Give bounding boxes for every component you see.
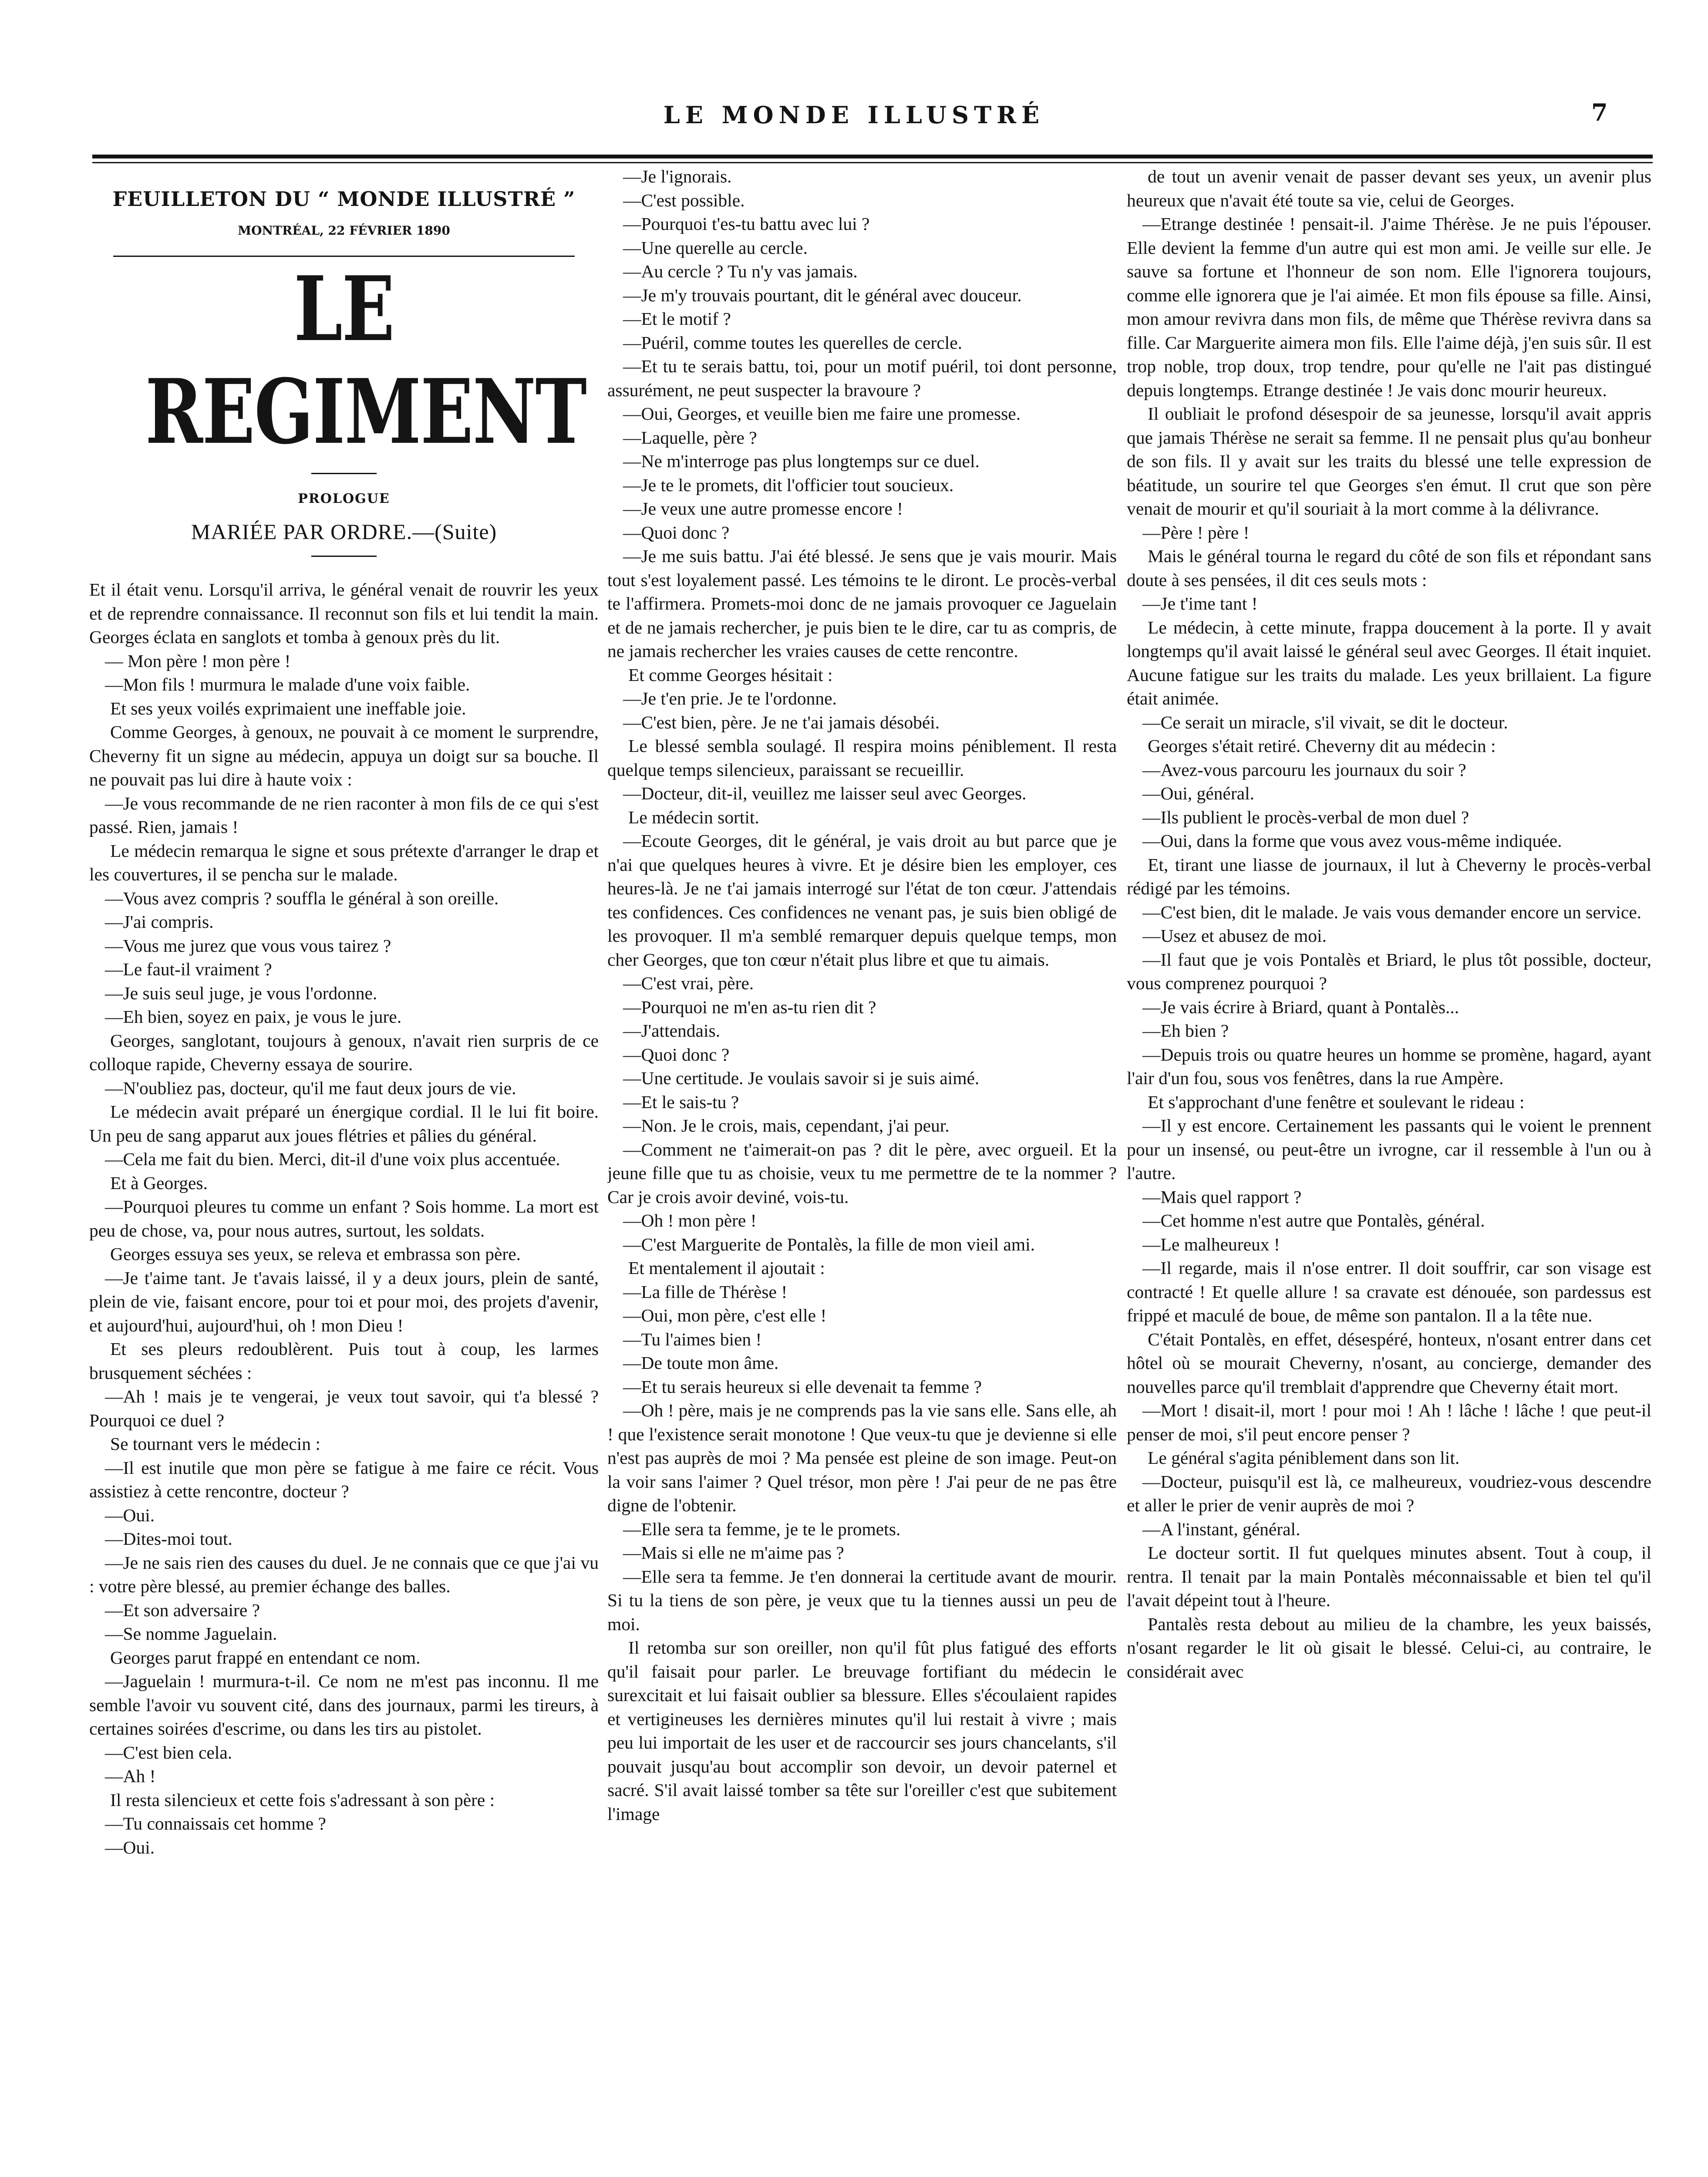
paragraph: Et ses yeux voilés exprimaient une ineffable joie. <box>110 698 466 718</box>
paragraph: Pantalès resta debout au milieu de la chambre, les yeux baissés, n'osant regarder le lit où gisait le blessé. Celui-ci, au contraire, le considérait avec <box>1127 1614 1651 1682</box>
paragraph: —De toute mon âme. <box>623 1353 779 1373</box>
paragraph: Le médecin avait préparé un énergique cordial. Il le lui fit boire. Un peu de sang apparut aux joues flétries et pâlies du général. <box>89 1102 599 1146</box>
paragraph: —C'est bien, père. Je ne t'ai jamais désobéi. <box>623 712 940 732</box>
paragraph: —C'est Marguerite de Pontalès, la fille de mon vieil ami. <box>623 1234 1035 1254</box>
paragraph: —Tu connaissais cet homme ? <box>105 1813 326 1833</box>
paragraph: Mais le général tourna le regard du côté de son fils et répondant sans doute à ses pensées, il dit ces seuls mots : <box>1127 546 1651 590</box>
paragraph: —Je ne sais rien des causes du duel. Je ne connais que ce que j'ai vu : votre père blessé, au premier échange des balles. <box>89 1552 599 1596</box>
paragraph: —Je vais écrire à Briard, quant à Pontalès... <box>1142 997 1459 1017</box>
paragraph: Et s'approchant d'une fenêtre et soulevant le rideau : <box>1148 1092 1525 1112</box>
paragraph: —Cet homme n'est autre que Pontalès, général. <box>1142 1210 1485 1230</box>
paragraph: Le médecin remarqua le signe et sous prétexte d'arranger le drap et les couvertures, il se pencha sur le malade. <box>89 840 599 884</box>
paragraph: Georges s'était retiré. Cheverny dit au médecin : <box>1148 736 1496 756</box>
paragraph: Il oubliait le profond désespoir de sa jeunesse, lorsqu'il avait appris que jamais Thérèse ne serait sa femme. Il ne pensait plus qu'au bonheur de son fils. Il y avait sur les traits du blessé une telle expression de béatitude, un sourire tel que Georges s'en émut. Il crut que son père venait de mourir et qu'il souriait à la mort comme à la délivrance. <box>1127 404 1651 519</box>
paragraph: —Et le sais-tu ? <box>623 1092 739 1112</box>
paragraph: —Et tu serais heureux si elle devenait ta femme ? <box>623 1376 982 1397</box>
paragraph: —Mais quel rapport ? <box>1142 1186 1302 1207</box>
story-title: LE REGIMENT <box>145 257 586 464</box>
paragraph: Il resta silencieux et cette fois s'adressant à son père : <box>110 1789 495 1810</box>
paragraph: —Au cercle ? Tu n'y vas jamais. <box>623 261 858 281</box>
paragraph: Et à Georges. <box>110 1173 208 1193</box>
paragraph: —Le malheureux ! <box>1142 1234 1280 1254</box>
column-2 <box>607 165 1117 2177</box>
paragraph: —Oui. <box>105 1837 155 1857</box>
paragraph: —Je vous recommande de ne rien raconter à mon fils de ce qui s'est passé. Rien, jamais ! <box>89 793 599 837</box>
paragraph: —Se nomme Jaguelain. <box>105 1624 277 1644</box>
paragraph: —Vous me jurez que vous vous tairez ? <box>105 935 391 956</box>
paragraph: —Pourquoi pleures tu comme un enfant ? Sois homme. La mort est peu de chose, va, pour nous autres, surtout, les soldats. <box>89 1196 599 1240</box>
paragraph: —Mon fils ! murmura le malade d'une voix faible. <box>105 674 470 694</box>
paragraph: C'était Pontalès, en effet, désespéré, honteux, n'osant entrer dans cet hôtel où se mourait Cheverny, n'osant, au concierge, demander des nouvelles parce qu'il tremblait d'apprendre que Cheverny était mort. <box>1127 1329 1651 1397</box>
paragraph: — Mon père ! mon père ! <box>105 650 291 671</box>
paragraph: —Il regarde, mais il n'ose entrer. Il doit souffrir, car son visage est contracté ! Et quelle allure ! sa cravate est dénouée, son pardessus est frippé et maculé de boue, de même son pantalon. Il a la tête nue. <box>1127 1258 1651 1325</box>
paragraph: Se tournant vers le médecin : <box>110 1434 320 1454</box>
paragraph: —Docteur, puisqu'il est là, ce malheureux, voudriez-vous descendre et aller le prier de venir auprès de moi ? <box>1127 1471 1651 1515</box>
paragraph: —La fille de Thérèse ! <box>623 1281 788 1302</box>
paragraph: —Oh ! père, mais je ne comprends pas la vie sans elle. Sans elle, ah ! que l'existence serait monotone ! Que veux-tu que je devienne si elle n'est pas auprès de moi ? Ma pensée est pleine de son image. Peut-on la voir sans l'aimer ? Quel trésor, mon père ! J'ai peur de ne pas être digne de l'obtenir. <box>607 1400 1117 1515</box>
paragraph: de tout un avenir venait de passer devant ses yeux, un avenir plus heureux que n'avait été toute sa vie, celui de Georges. <box>1127 166 1651 210</box>
paragraph: —N'oubliez pas, docteur, qu'il me faut deux jours de vie. <box>105 1078 516 1098</box>
paragraph: —Ecoute Georges, dit le général, je vais droit au but parce que je n'ai que quelques heures à vivre. Et je désire bien les employer, ces heures-là. Je ne t'ai jamais interrogé sur l'état de ton cœur. J'attendais tes confidences. Ces confidences ne venant pas, je suis bien obligé de les provoquer. Il m'a semblé remarquer depuis quelque temps, mon cher Georges, que ton cœur n'était plus libre et que tu aimais. <box>607 831 1117 970</box>
paragraph: —Je me suis battu. J'ai été blessé. Je sens que je vais mourir. Mais tout s'est loyalement passé. Les témoins te le diront. Le procès-verbal te l'affirmera. Promets-moi donc de ne jamais provoquer ce Jaguelain et de ne jamais rechercher, je puis bien te le dire, car tu as compris, de ne jamais rechercher les vraies causes de cette rencontre. <box>607 546 1117 661</box>
paragraph: —Ah ! <box>105 1766 156 1786</box>
paragraph: —Père ! père ! <box>1142 522 1250 543</box>
paragraph: —Je l'ignorais. <box>623 166 732 186</box>
paragraph: —Vous avez compris ? souffla le général à son oreille. <box>105 888 499 908</box>
paragraph: —Une certitude. Je voulais savoir si je suis aimé. <box>623 1068 980 1088</box>
paragraph: —Cela me fait du bien. Merci, dit-il d'une voix plus accentuée. <box>105 1149 560 1169</box>
paragraph: —Elle sera ta femme, je te le promets. <box>623 1519 901 1539</box>
paragraph: —Dites-moi tout. <box>105 1529 232 1549</box>
paragraph: —A l'instant, général. <box>1142 1519 1300 1539</box>
column-1 <box>89 165 599 2177</box>
paragraph: —Oui, mon père, c'est elle ! <box>623 1305 827 1325</box>
paragraph: —Je t'ime tant ! <box>1142 593 1258 613</box>
paragraph: —C'est vrai, père. <box>623 973 754 993</box>
paragraph: —Jaguelain ! murmura-t-il. Ce nom ne m'est pas inconnu. Il me semble l'avoir vu souvent cité, dans des journaux, parmi les tireurs, à certaines soirées d'escrime, ou dans les tirs au pistolet. <box>89 1671 599 1739</box>
paragraph: —Mort ! disait-il, mort ! pour moi ! Ah ! lâche ! lâche ! que peut-il penser de moi, s'il peut encore penser ? <box>1127 1400 1651 1444</box>
section-label: PROLOGUE <box>298 491 390 506</box>
paragraph: Le docteur sortit. Il fut quelques minutes absent. Tout à coup, il rentra. Il tenait par la main Pontalès méconnaissable et bien tel qu'il l'avait dépeint tout à l'heure. <box>1127 1543 1651 1610</box>
paragraph: —Et son adversaire ? <box>105 1600 260 1620</box>
paragraph: Georges essuya ses yeux, se releva et embrassa son père. <box>110 1244 521 1264</box>
paragraph: Le blessé sembla soulagé. Il respira moins péniblement. Il resta quelque temps silencieux, paraissant se recueillir. <box>607 736 1117 780</box>
paragraph: —Ils publient le procès-verbal de mon duel ? <box>1142 807 1469 827</box>
paragraph: —Quoi donc ? <box>623 1044 730 1065</box>
paragraph: Le médecin sortit. <box>628 807 759 827</box>
paragraph: Et mentalement il ajoutait : <box>628 1258 825 1278</box>
paragraph: Il retomba sur son oreiller, non qu'il fût plus fatigué des efforts qu'il faisait pour parler. Le breuvage fortifiant du médecin le surexcitait et lui faisait oublier sa blessure. Elles s'écoulaient rapides et vertigineuses les dernières minutes qu'il lui restait à vivre ; mais peu lui importait de les user et de raccourcir ses jours chancelants, s'il pouvait jusqu'au bout accomplir son devoir, un devoir paternel et sacré. S'il avait laissé tomber sa tête sur l'oreiller c'est que subitement l'image <box>607 1638 1117 1824</box>
paragraph: Et ses pleurs redoublèrent. Puis tout à coup, les larmes brusquement séchées : <box>89 1339 599 1383</box>
paragraph: —Oh ! mon père ! <box>623 1210 757 1230</box>
paragraph: —Ce serait un miracle, s'il vivait, se dit le docteur. <box>1142 712 1508 732</box>
page-number: 7 <box>1591 98 1608 126</box>
divider <box>311 556 377 557</box>
chapter-title: MARIÉE PAR ORDRE.—(Suite) <box>191 519 497 544</box>
paragraph: —Je t'aime tant. Je t'avais laissé, il y a deux jours, plein de santé, plein de vie, faisant encore, pour toi et pour moi, des projets d'avenir, et aujourd'hui, aujourd'hui, oh ! mon Dieu ! <box>89 1267 599 1335</box>
paragraph: —Je veux une autre promesse encore ! <box>623 499 903 519</box>
column-body <box>1127 165 1651 1683</box>
paragraph: —Non. Je le crois, mais, cependant, j'ai peur. <box>623 1115 950 1136</box>
paragraph: —C'est bien, dit le malade. Je vais vous demander encore un service. <box>1142 902 1642 922</box>
paragraph: —Eh bien ? <box>1142 1021 1229 1041</box>
paragraph: —Il faut que je vois Pontalès et Briard, le plus tôt possible, docteur, vous comprenez pourquoi ? <box>1127 949 1651 993</box>
paragraph: —J'attendais. <box>623 1021 721 1041</box>
paragraph: —Docteur, dit-il, veuillez me laisser seul avec Georges. <box>623 783 1027 803</box>
paragraph: Et il était venu. Lorsqu'il arriva, le général venait de rouvrir les yeux et de reprendre connaissance. Il reconnut son fils et lui tendit la main. Georges éclata en sanglots et tomba à genoux près du lit. <box>89 580 599 647</box>
paragraph: Le général s'agita péniblement dans son lit. <box>1148 1448 1460 1468</box>
paragraph: —J'ai compris. <box>105 912 214 932</box>
paragraph: —Mais si elle ne m'aime pas ? <box>623 1543 844 1563</box>
paragraph: —Oui, général. <box>1142 783 1254 803</box>
column-body <box>89 578 599 1859</box>
paragraph: —Laquelle, père ? <box>623 427 757 448</box>
paragraph: —Tu l'aimes bien ! <box>623 1329 762 1349</box>
paragraph: —Puéril, comme toutes les querelles de cercle. <box>623 332 962 353</box>
paragraph: —Usez et abusez de moi. <box>1142 926 1327 946</box>
running-title: LE MONDE ILLUSTRÉ <box>663 101 1045 129</box>
paragraph: —C'est bien cela. <box>105 1742 232 1762</box>
header-rule <box>92 155 1653 158</box>
paragraph: —Ah ! mais je te vengerai, je veux tout savoir, qui t'a blessé ? Pourquoi ce duel ? <box>89 1386 599 1430</box>
paragraph: —C'est possible. <box>623 190 745 210</box>
header-rule-thin <box>92 162 1653 163</box>
paragraph: —Oui, dans la forme que vous avez vous-même indiquée. <box>1142 831 1562 851</box>
paragraph: —Je suis seul juge, je vous l'ordonne. <box>105 983 377 1003</box>
paragraph: —Comment ne t'aimerait-on pas ? dit le père, avec orgueil. Et la jeune fille que tu as choisie, veux tu me permettre de te la nommer ? Car je crois avoir deviné, vois-tu. <box>607 1139 1117 1207</box>
column-body <box>607 165 1117 1826</box>
paragraph: —Pourquoi ne m'en as-tu rien dit ? <box>623 997 876 1017</box>
paragraph: —Et tu te serais battu, toi, pour un motif puéril, toi dont personne, assurément, ne peut suspecter la bravoure ? <box>607 356 1117 400</box>
dateline: MONTRÉAL, 22 FÉVRIER 1890 <box>238 223 450 238</box>
paragraph: —Je t'en prie. Je te l'ordonne. <box>623 688 837 708</box>
paragraph: —Et le motif ? <box>623 309 731 329</box>
paragraph: —Quoi donc ? <box>623 522 730 543</box>
paragraph: Georges, sanglotant, toujours à genoux, n'avait rien surpris de ce colloque rapide, Cheverny essaya de sourire. <box>89 1030 599 1074</box>
paragraph: Comme Georges, à genoux, ne pouvait à ce moment le surprendre, Cheverny fit un signe au médecin, appuya un doigt sur sa bouche. Il ne pouvait pas lui dire à haute voix : <box>89 722 599 789</box>
paragraph: —Pourquoi t'es-tu battu avec lui ? <box>623 214 870 234</box>
paragraph: —Je m'y trouvais pourtant, dit le général avec douceur. <box>623 285 1022 305</box>
paragraph: —Je te le promets, dit l'officier tout soucieux. <box>623 475 954 495</box>
paragraph: —Elle sera ta femme. Je t'en donnerai la certitude avant de mourir. Si tu la tiens de son père, je veux que tu la tiennes aussi un peu de moi. <box>607 1566 1117 1634</box>
paragraph: Et, tirant une liasse de journaux, il lut à Cheverny le procès-verbal rédigé par les témoins. <box>1127 854 1651 898</box>
paragraph: —Eh bien, soyez en paix, je vous le jure. <box>105 1007 402 1027</box>
paragraph: —Le faut-il vraiment ? <box>105 959 272 979</box>
paragraph: —Oui. <box>105 1505 155 1525</box>
paragraph: —Il est inutile que mon père se fatigue à me faire ce récit. Vous assistiez à cette rencontre, docteur ? <box>89 1457 599 1501</box>
paragraph: —Oui, Georges, et veuille bien me faire une promesse. <box>623 404 1021 424</box>
paragraph: Georges parut frappé en entendant ce nom. <box>110 1647 421 1668</box>
divider <box>311 473 377 474</box>
paragraph: —Il y est encore. Certainement les passants qui le voient le prennent pour un insensé, ou peut-être un ivrogne, car il ressemble à l'un ou à l'autre. <box>1127 1115 1651 1183</box>
paragraph: —Etrange destinée ! pensait-il. J'aime Thérèse. Je ne puis l'épouser. Elle devient la femme d'un autre qui est mon ami. Je veille sur elle. Je sauve sa fortune et l'honneur de son nom. Elle l'ignorera toujours, comme elle ignorera que je l'ai aimée. Et mon fils épouse sa fille. Ainsi, mon amour revivra dans mon fils, de même que Thérèse revivra dans sa fille. Car Marguerite aimera mon fils. Elle l'aime déjà, j'en suis sûr. Il est trop noble, trop doux, trop tendre, pour qu'elle ne l'ait pas distingué depuis longtemps. Etrange destinée ! Je vais donc mourir heureux. <box>1127 214 1651 400</box>
paragraph: Et comme Georges hésitait : <box>628 664 833 685</box>
paragraph: —Une querelle au cercle. <box>623 237 808 258</box>
feuilleton-label: FEUILLETON DU “ MONDE ILLUSTRÉ ” <box>112 187 576 211</box>
paragraph: —Ne m'interroge pas plus longtemps sur ce duel. <box>623 451 980 471</box>
paragraph: Le médecin, à cette minute, frappa doucement à la porte. Il y avait longtemps qu'il avait laissé le général seul avec Georges. Il était inquiet. Aucune fatigue sur les traits du malade. Les yeux brillaient. La figure était animée. <box>1127 617 1651 708</box>
paragraph: —Avez-vous parcouru les journaux du soir ? <box>1142 759 1466 780</box>
column-3 <box>1127 165 1651 2177</box>
paragraph: —Depuis trois ou quatre heures un homme se promène, hagard, ayant l'air d'un fou, sous vos fenêtres, dans la rue Ampère. <box>1127 1044 1651 1088</box>
